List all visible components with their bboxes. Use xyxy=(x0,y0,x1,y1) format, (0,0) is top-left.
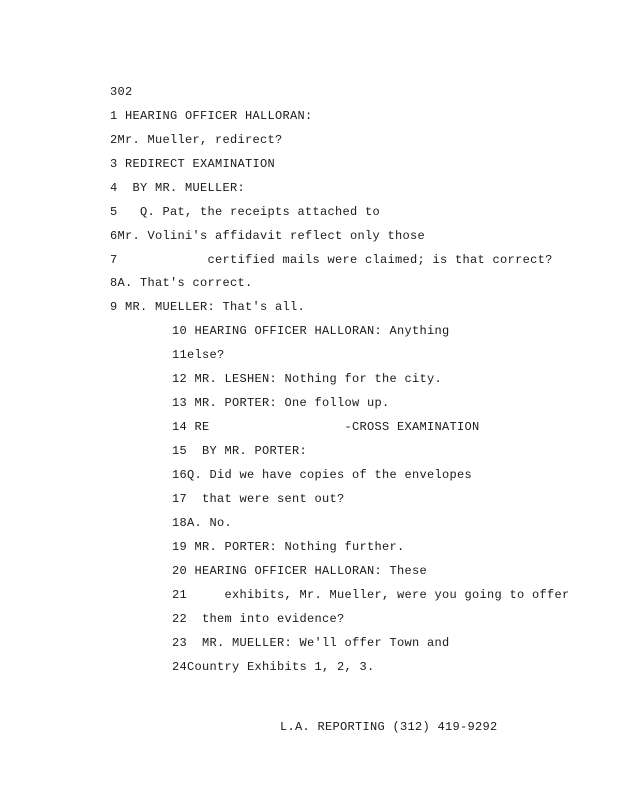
transcript-line-15: 15 BY MR. PORTER: xyxy=(172,444,308,458)
transcript-line-10: 10 HEARING OFFICER HALLORAN: Anything xyxy=(172,324,450,338)
transcript-line-21: 21 exhibits, Mr. Mueller, were you going to offer xyxy=(172,588,570,602)
transcript-line-11: 11else? xyxy=(172,348,225,362)
transcript-line-8: 8A. That's correct. xyxy=(110,276,253,290)
page-number: 302 xyxy=(110,85,133,99)
transcript-line-1: 1 HEARING OFFICER HALLORAN: xyxy=(110,109,313,123)
transcript-line-6: 6Mr. Volini's affidavit reflect only those xyxy=(110,229,426,243)
transcript-line-14: 14 RE -CROSS EXAMINATION xyxy=(172,420,480,434)
transcript-line-4: 4 BY MR. MUELLER: xyxy=(110,181,246,195)
transcript-line-18: 18A. No. xyxy=(172,516,233,530)
transcript-line-3: 3 REDIRECT EXAMINATION xyxy=(110,157,276,171)
transcript-line-20: 20 HEARING OFFICER HALLORAN: These xyxy=(172,564,428,578)
transcript-line-12: 12 MR. LESHEN: Nothing for the city. xyxy=(172,372,443,386)
transcript-line-16: 16Q. Did we have copies of the envelopes xyxy=(172,468,473,482)
transcript-line-9: 9 MR. MUELLER: That's all. xyxy=(110,300,306,314)
transcript-line-5: 5 Q. Pat, the receipts attached to xyxy=(110,205,381,219)
transcript-line-7: 7 certified mails were claimed; is that correct? xyxy=(110,253,553,267)
footer-reporting: L.A. REPORTING (312) 419-9292 xyxy=(280,720,498,734)
transcript-line-2: 2Mr. Mueller, redirect? xyxy=(110,133,283,147)
transcript-line-24: 24Country Exhibits 1, 2, 3. xyxy=(172,660,375,674)
transcript-line-19: 19 MR. PORTER: Nothing further. xyxy=(172,540,405,554)
transcript-line-17: 17 that were sent out? xyxy=(172,492,345,506)
transcript-line-22: 22 them into evidence? xyxy=(172,612,345,626)
transcript-line-13: 13 MR. PORTER: One follow up. xyxy=(172,396,390,410)
transcript-line-23: 23 MR. MUELLER: We'll offer Town and xyxy=(172,636,450,650)
